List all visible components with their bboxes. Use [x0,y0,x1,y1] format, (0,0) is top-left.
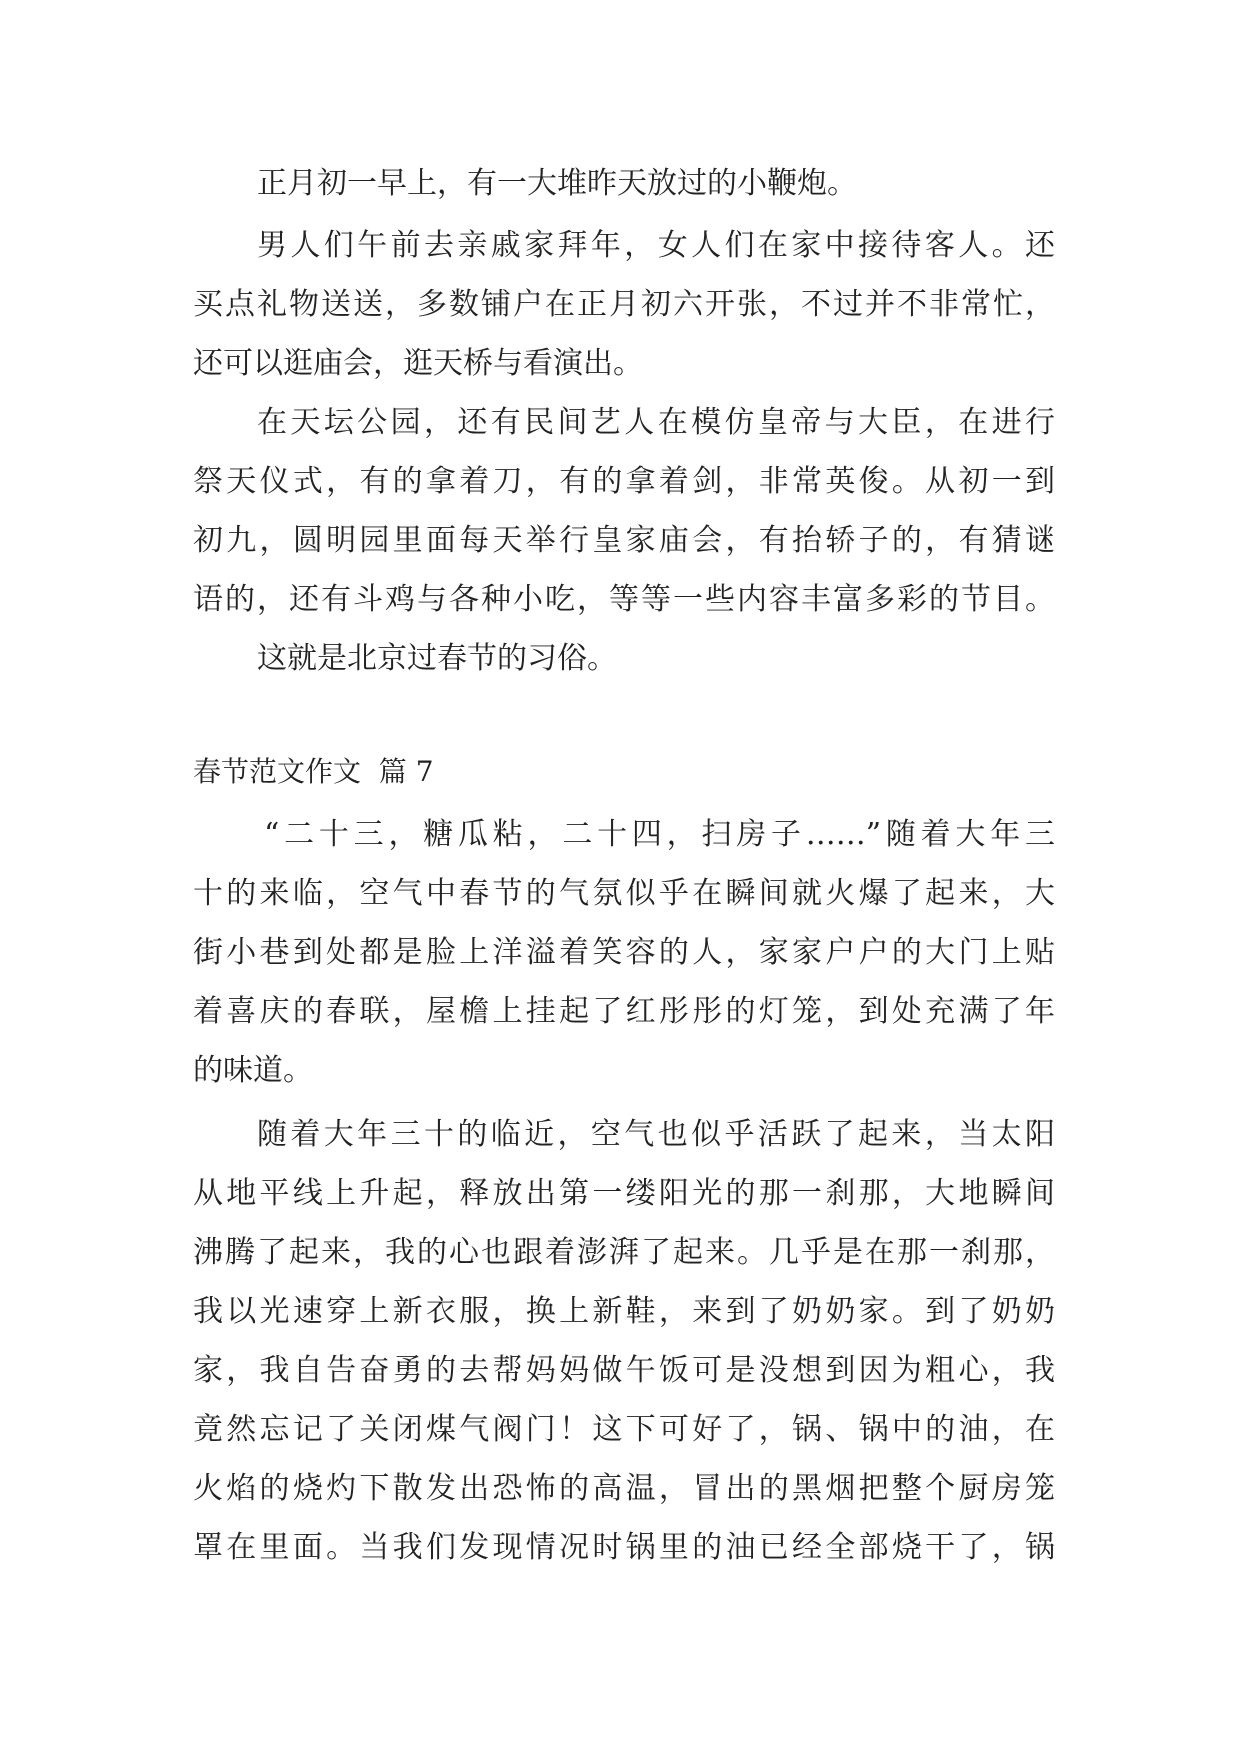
paragraph-line: 还可以逛庙会，逛天桥与看演出。 [193,346,643,381]
paragraph-line: 十的来临，空气中春节的气氛似乎在瞬间就火爆了起来，大 [193,876,1055,911]
paragraph-line: 这就是北京过春节的习俗。 [257,641,617,676]
paragraph-line: 火焰的烧灼下散发出恐怖的高温，冒出的黑烟把整个厨房笼 [193,1471,1055,1506]
paragraph-line: 祭天仪式，有的拿着刀，有的拿着剑，非常英俊。从初一到 [193,464,1055,499]
paragraph-line: 沸腾了起来，我的心也跟着澎湃了起来。几乎是在那一刹那， [193,1235,1055,1270]
paragraph-line: 我以光速穿上新衣服，换上新鞋，来到了奶奶家。到了奶奶 [193,1294,1055,1329]
paragraph-line: “二十三，糖瓜粘，二十四，扫房子……”随着大年三 [264,817,1055,852]
paragraph-line: 的味道。 [193,1053,313,1088]
paragraph-line: 男人们午前去亲戚家拜年，女人们在家中接待客人。还 [257,228,1055,263]
section-heading: 春节范文作文 篇 7 [193,755,434,788]
paragraph-line: 着喜庆的春联，屋檐上挂起了红彤彤的灯笼，到处充满了年 [193,994,1055,1029]
paragraph-line: 竟然忘记了关闭煤气阀门！这下可好了，锅、锅中的油，在 [193,1412,1055,1447]
paragraph-line: 街小巷到处都是脸上洋溢着笑容的人，家家户户的大门上贴 [193,935,1055,970]
paragraph-line: 语的，还有斗鸡与各种小吃，等等一些内容丰富多彩的节目。 [193,582,1055,617]
paragraph-line: 初九，圆明园里面每天举行皇家庙会，有抬轿子的，有猜谜 [193,523,1055,558]
paragraph-line: 罩在里面。当我们发现情况时锅里的油已经全部烧干了，锅 [193,1530,1055,1565]
paragraph-line: 随着大年三十的临近，空气也似乎活跃了起来，当太阳 [257,1117,1055,1152]
paragraph-line: 在天坛公园，还有民间艺人在模仿皇帝与大臣，在进行 [257,405,1055,440]
paragraph-line: 从地平线上升起，释放出第一缕阳光的那一刹那，大地瞬间 [193,1176,1055,1211]
paragraph-line: 正月初一早上，有一大堆昨天放过的小鞭炮。 [257,166,857,201]
paragraph-line: 买点礼物送送，多数铺户在正月初六开张，不过并不非常忙， [193,287,1055,322]
paragraph-line: 家，我自告奋勇的去帮妈妈做午饭可是没想到因为粗心，我 [193,1353,1055,1388]
